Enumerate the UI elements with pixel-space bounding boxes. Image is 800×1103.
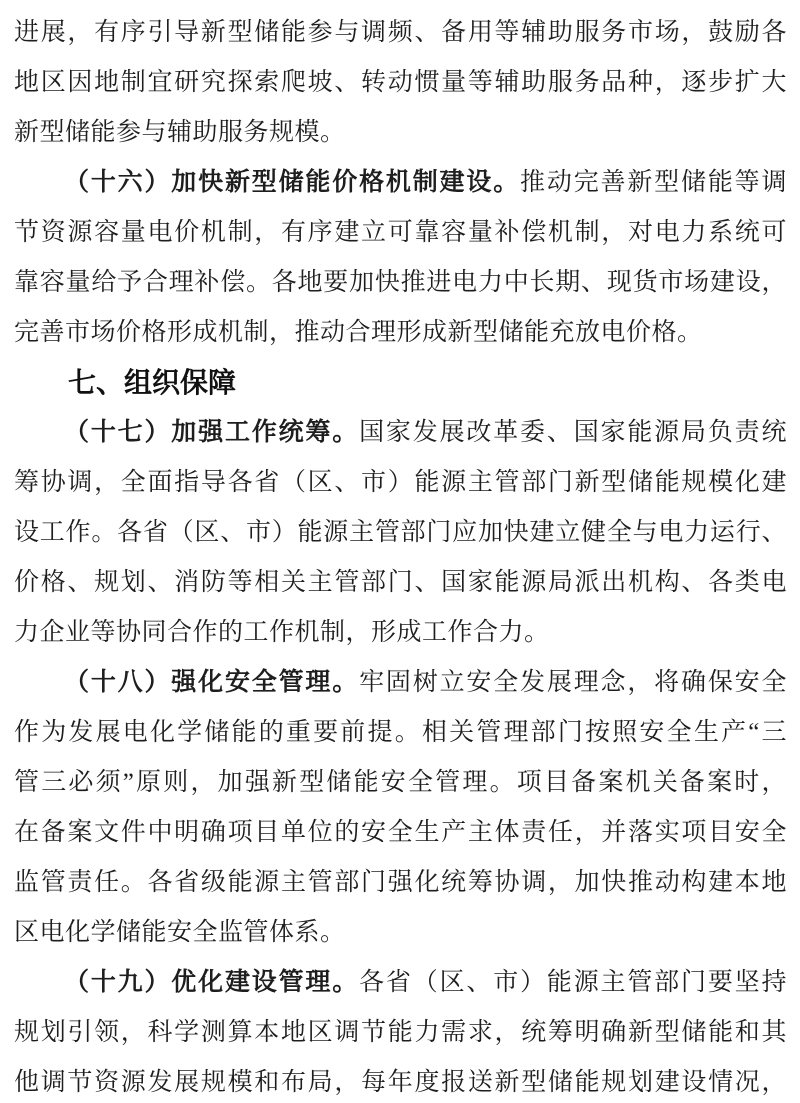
text-line: 在备案文件中明确项目单位的安全生产主体责任，并落实项目安全 (14, 819, 787, 846)
paragraph-lead: （十八）强化安全管理。 (64, 669, 360, 696)
paragraph-first-line (14, 958, 787, 1008)
text-line: 力企业等协同合作的工作机制，形成工作合力。 (14, 619, 550, 646)
paragraph-item-18 (14, 658, 787, 958)
text-line: 监管责任。各省级能源主管部门强化统筹协调，加快推动构建本地 (14, 869, 787, 896)
text-line: 筹协调，全面指导各省（区、市）能源主管部门新型储能规模化建 (14, 469, 787, 496)
paragraph-first-line (14, 408, 787, 458)
text-line: 价格、规划、消防等相关主管部门、国家能源局派出机构、各类电 (14, 569, 787, 596)
paragraph-item-16 (14, 158, 787, 358)
paragraph-lead: （十九）优化建设管理。 (64, 969, 360, 996)
section-heading: 七、组织保障 (68, 367, 237, 398)
text-line: 完善市场价格形成机制，推动合理形成新型储能充放电价格。 (14, 319, 703, 346)
paragraph-lead: （十七）加强工作统筹。 (64, 419, 360, 446)
paragraph-continuation (14, 8, 787, 158)
paragraph-item-19 (14, 958, 787, 1103)
text-line: 他调节资源发展规模和布局，每年度报送新型储能规划建设情况， (14, 1069, 787, 1096)
paragraph-item-17 (14, 408, 787, 658)
paragraph-lead-rest: 国家发展改革委、国家能源局负责统 (359, 419, 787, 446)
paragraph-lead-rest: 牢固树立安全发展理念，将确保安全 (359, 669, 787, 696)
text-line: 地区因地制宜研究探索爬坡、转动惯量等辅助服务品种，逐步扩大 (14, 69, 787, 96)
text-line: 新型储能参与辅助服务规模。 (14, 119, 346, 146)
text-line: 管三必须”原则，加强新型储能安全管理。项目备案机关备案时， (14, 769, 787, 796)
text-line: 区电化学储能安全监管体系。 (14, 919, 346, 946)
paragraph-lead-rest: 推动完善新型储能等调 (520, 169, 787, 196)
text-line: 靠容量给予合理补偿。各地要加快推进电力中长期、现货市场建设， (14, 269, 787, 296)
paragraph-lead-rest: 各省（区、市）能源主管部门要坚持 (359, 969, 787, 996)
text-line: 设工作。各省（区、市）能源主管部门应加快建立健全与电力运行、 (14, 519, 787, 546)
paragraph-first-line (14, 658, 787, 708)
paragraph-first-line (14, 158, 787, 208)
text-line: 节资源容量电价机制，有序建立可靠容量补偿机制，对电力系统可 (14, 219, 787, 246)
paragraph-lead: （十六）加快新型储能价格机制建设。 (64, 169, 521, 196)
text-line: 规划引领，科学测算本地区调节能力需求，统筹明确新型储能和其 (14, 1019, 787, 1046)
text-line: 进展，有序引导新型储能参与调频、备用等辅助服务市场，鼓励各 (14, 19, 787, 46)
text-line: 作为发展电化学储能的重要前提。相关管理部门按照安全生产“三 (14, 719, 787, 746)
